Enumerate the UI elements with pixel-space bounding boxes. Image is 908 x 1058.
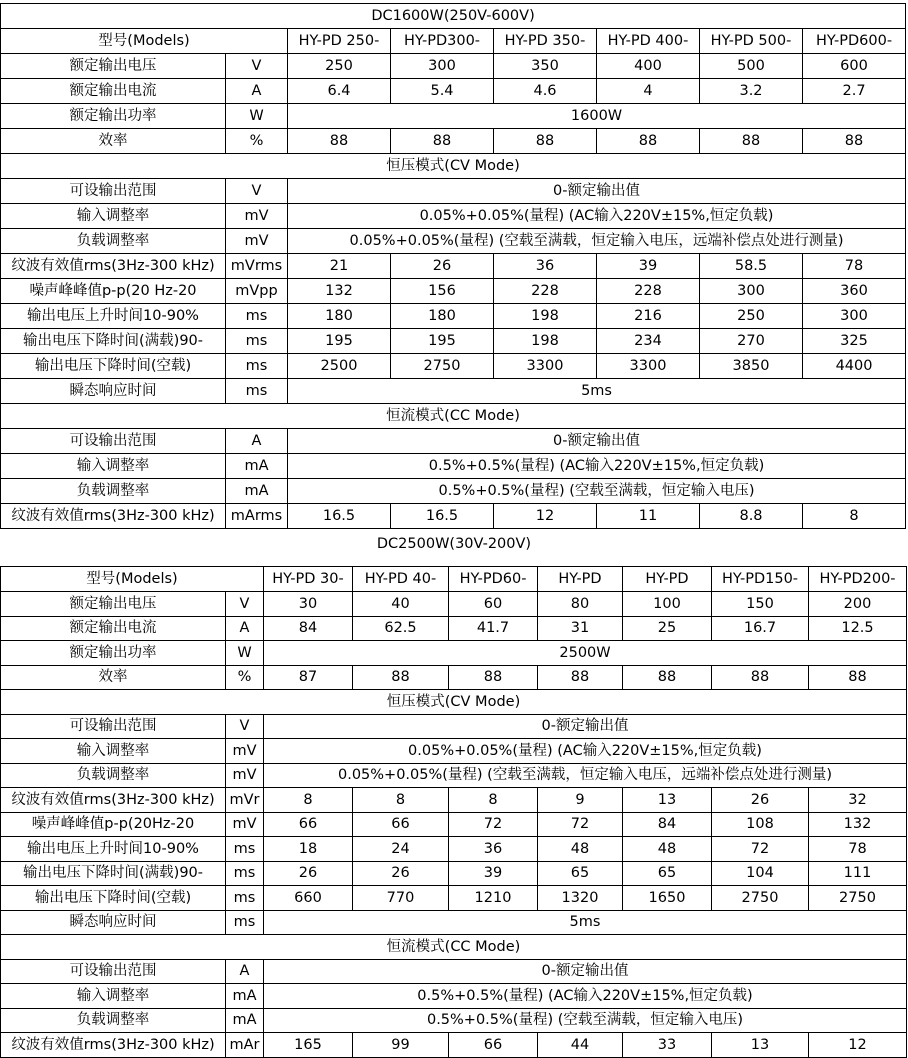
row-unit: V bbox=[226, 592, 264, 617]
table-row bbox=[1, 812, 907, 837]
value-cell: 84 bbox=[623, 812, 712, 837]
row-unit: V bbox=[226, 714, 264, 739]
table-row bbox=[1, 837, 907, 862]
row-unit: mV bbox=[226, 739, 264, 764]
value-cell: 228 bbox=[597, 279, 700, 304]
value-cell: 88 bbox=[353, 665, 449, 690]
value-cell: 25 bbox=[623, 616, 712, 641]
value-cell: 360 bbox=[803, 279, 906, 304]
value-cell: 1320 bbox=[538, 886, 623, 911]
row-unit: A bbox=[226, 429, 288, 454]
model-cell: HY-PD300- bbox=[391, 29, 494, 54]
value-cell: 88 bbox=[449, 665, 538, 690]
value-cell: 8.8 bbox=[700, 504, 803, 529]
value-cell: 1650 bbox=[623, 886, 712, 911]
value-cell: 660 bbox=[264, 886, 353, 911]
row-label: 可设输出范围 bbox=[1, 179, 226, 204]
row-unit: mA bbox=[226, 454, 288, 479]
value-cell: 78 bbox=[809, 837, 907, 862]
row-unit: W bbox=[226, 641, 264, 666]
value-cell: 12.5 bbox=[809, 616, 907, 641]
model-header: 型号(Models) bbox=[1, 567, 264, 592]
value-cell: 30 bbox=[264, 592, 353, 617]
span-value-cell: 0.5%+0.5%(量程) (AC输入220V±15%,恒定负载) bbox=[288, 454, 906, 479]
row-unit: mA bbox=[226, 1008, 264, 1033]
value-cell: 3.2 bbox=[700, 79, 803, 104]
span-value-cell: 0-额定输出值 bbox=[264, 959, 907, 984]
row-label: 输出电压下降时间(空载) bbox=[1, 886, 226, 911]
value-cell: 48 bbox=[623, 837, 712, 862]
row-label: 输出电压下降时间(满载)90- bbox=[1, 861, 226, 886]
value-cell: 300 bbox=[391, 54, 494, 79]
row-label: 可设输出范围 bbox=[1, 429, 226, 454]
span-value-cell: 5ms bbox=[264, 910, 907, 935]
table-row bbox=[1, 79, 906, 104]
value-cell: 84 bbox=[264, 616, 353, 641]
row-label: 输入调整率 bbox=[1, 204, 226, 229]
table-row bbox=[1, 763, 907, 788]
table-row bbox=[1, 504, 906, 529]
row-unit: A bbox=[226, 959, 264, 984]
row-label: 输出电压下降时间(空载) bbox=[1, 354, 226, 379]
value-cell: 33 bbox=[623, 1033, 712, 1058]
row-label: 效率 bbox=[1, 129, 226, 154]
span-value-cell: 0.05%+0.05%(量程) (AC输入220V±15%,恒定负载) bbox=[288, 204, 906, 229]
value-cell: 99 bbox=[353, 1033, 449, 1058]
value-cell: 165 bbox=[264, 1033, 353, 1058]
value-cell: 770 bbox=[353, 886, 449, 911]
table-title: DC1600W(250V-600V) bbox=[1, 4, 906, 29]
value-cell: 87 bbox=[264, 665, 353, 690]
value-cell: 180 bbox=[391, 304, 494, 329]
value-cell: 12 bbox=[809, 1033, 907, 1058]
model-cell: HY-PD bbox=[623, 567, 712, 592]
value-cell: 270 bbox=[700, 329, 803, 354]
row-label: 额定输出电流 bbox=[1, 79, 226, 104]
model-cell: HY-PD 250- bbox=[288, 29, 391, 54]
span-value-cell: 0.5%+0.5%(量程) (空载至满载，恒定输入电压) bbox=[288, 479, 906, 504]
value-cell: 12 bbox=[494, 504, 597, 529]
value-cell: 6.4 bbox=[288, 79, 391, 104]
table-row bbox=[1, 229, 906, 254]
row-unit: V bbox=[226, 54, 288, 79]
table-row bbox=[1, 379, 906, 404]
row-label: 噪声峰峰值p-p(20Hz-20 bbox=[1, 812, 226, 837]
value-cell: 88 bbox=[597, 129, 700, 154]
value-cell: 234 bbox=[597, 329, 700, 354]
cc-mode-header: 恒流模式(CC Mode) bbox=[1, 935, 907, 960]
span-value-cell: 0.05%+0.05%(量程) (空载至满载，恒定输入电压，远端补偿点处进行测量) bbox=[288, 229, 906, 254]
value-cell: 39 bbox=[449, 861, 538, 886]
row-label: 瞬态响应时间 bbox=[1, 910, 226, 935]
value-cell: 198 bbox=[494, 304, 597, 329]
value-cell: 31 bbox=[538, 616, 623, 641]
table-row bbox=[1, 54, 906, 79]
span-value-cell: 2500W bbox=[264, 641, 907, 666]
model-cell: HY-PD60- bbox=[449, 567, 538, 592]
row-label: 负载调整率 bbox=[1, 229, 226, 254]
value-cell: 88 bbox=[391, 129, 494, 154]
model-cell: HY-PD 30- bbox=[264, 567, 353, 592]
table-row bbox=[1, 429, 906, 454]
value-cell: 3300 bbox=[494, 354, 597, 379]
value-cell: 60 bbox=[449, 592, 538, 617]
row-unit: A bbox=[226, 79, 288, 104]
row-label: 纹波有效值rms(3Hz-300 kHz) bbox=[1, 504, 226, 529]
value-cell: 132 bbox=[288, 279, 391, 304]
value-cell: 78 bbox=[803, 254, 906, 279]
cv-mode-header: 恒压模式(CV Mode) bbox=[1, 154, 906, 179]
value-cell: 65 bbox=[538, 861, 623, 886]
table-row bbox=[1, 739, 907, 764]
row-unit: mArms bbox=[226, 504, 288, 529]
table-row bbox=[1, 454, 906, 479]
table-row bbox=[1, 910, 907, 935]
row-label: 额定输出功率 bbox=[1, 104, 226, 129]
row-label: 额定输出功率 bbox=[1, 641, 226, 666]
row-label: 输入调整率 bbox=[1, 984, 226, 1009]
value-cell: 2500 bbox=[288, 354, 391, 379]
value-cell: 500 bbox=[700, 54, 803, 79]
row-unit: ms bbox=[226, 354, 288, 379]
value-cell: 350 bbox=[494, 54, 597, 79]
model-cell: HY-PD 40- bbox=[353, 567, 449, 592]
value-cell: 2750 bbox=[712, 886, 809, 911]
value-cell: 11 bbox=[597, 504, 700, 529]
value-cell: 195 bbox=[391, 329, 494, 354]
value-cell: 26 bbox=[391, 254, 494, 279]
value-cell: 8 bbox=[803, 504, 906, 529]
table-row bbox=[1, 641, 907, 666]
value-cell: 40 bbox=[353, 592, 449, 617]
value-cell: 400 bbox=[597, 54, 700, 79]
value-cell: 156 bbox=[391, 279, 494, 304]
value-cell: 3850 bbox=[700, 354, 803, 379]
value-cell: 216 bbox=[597, 304, 700, 329]
table-title: DC2500W(30V-200V) bbox=[376, 536, 532, 552]
value-cell: 150 bbox=[712, 592, 809, 617]
value-cell: 72 bbox=[449, 812, 538, 837]
value-cell: 62.5 bbox=[353, 616, 449, 641]
value-cell: 195 bbox=[288, 329, 391, 354]
table-row bbox=[1, 592, 907, 617]
row-unit: ms bbox=[226, 886, 264, 911]
value-cell: 180 bbox=[288, 304, 391, 329]
span-value-cell: 0.05%+0.05%(量程) (AC输入220V±15%,恒定负载) bbox=[264, 739, 907, 764]
span-value-cell: 0.05%+0.05%(量程) (空载至满载，恒定输入电压，远端补偿点处进行测量) bbox=[264, 763, 907, 788]
table-row bbox=[1, 354, 906, 379]
row-unit: mVpp bbox=[226, 279, 288, 304]
value-cell: 41.7 bbox=[449, 616, 538, 641]
span-value-cell: 0-额定输出值 bbox=[264, 714, 907, 739]
model-row bbox=[1, 567, 907, 592]
value-cell: 9 bbox=[538, 788, 623, 813]
value-cell: 66 bbox=[353, 812, 449, 837]
row-label: 输出电压下降时间(满载)90- bbox=[1, 329, 226, 354]
value-cell: 72 bbox=[712, 837, 809, 862]
row-label: 纹波有效值rms(3Hz-300 kHz) bbox=[1, 254, 226, 279]
table-row bbox=[1, 616, 907, 641]
value-cell: 8 bbox=[353, 788, 449, 813]
value-cell: 2750 bbox=[391, 354, 494, 379]
value-cell: 32 bbox=[809, 788, 907, 813]
value-cell: 58.5 bbox=[700, 254, 803, 279]
value-cell: 228 bbox=[494, 279, 597, 304]
row-label: 负载调整率 bbox=[1, 763, 226, 788]
row-unit: ms bbox=[226, 910, 264, 935]
value-cell: 16.5 bbox=[288, 504, 391, 529]
row-unit: ms bbox=[226, 837, 264, 862]
value-cell: 13 bbox=[712, 1033, 809, 1058]
value-cell: 1210 bbox=[449, 886, 538, 911]
value-cell: 36 bbox=[494, 254, 597, 279]
row-label: 输出电压上升时间10-90% bbox=[1, 837, 226, 862]
table-row bbox=[1, 788, 907, 813]
span-value-cell: 0-额定输出值 bbox=[288, 429, 906, 454]
row-label: 可设输出范围 bbox=[1, 714, 226, 739]
value-cell: 88 bbox=[623, 665, 712, 690]
table-row bbox=[1, 861, 907, 886]
value-cell: 104 bbox=[712, 861, 809, 886]
row-unit: ms bbox=[226, 379, 288, 404]
value-cell: 2.7 bbox=[803, 79, 906, 104]
spec-table-dc1600w bbox=[0, 3, 906, 529]
span-value-cell: 5ms bbox=[288, 379, 906, 404]
row-unit: ms bbox=[226, 304, 288, 329]
row-label: 负载调整率 bbox=[1, 479, 226, 504]
model-cell: HY-PD 500- bbox=[700, 29, 803, 54]
row-unit: mA bbox=[226, 984, 264, 1009]
model-cell: HY-PD200- bbox=[809, 567, 907, 592]
value-cell: 26 bbox=[353, 861, 449, 886]
value-cell: 88 bbox=[700, 129, 803, 154]
row-unit: V bbox=[226, 179, 288, 204]
value-cell: 111 bbox=[809, 861, 907, 886]
table-row bbox=[1, 304, 906, 329]
value-cell: 132 bbox=[809, 812, 907, 837]
value-cell: 80 bbox=[538, 592, 623, 617]
value-cell: 200 bbox=[809, 592, 907, 617]
table-row bbox=[1, 479, 906, 504]
row-label: 输入调整率 bbox=[1, 454, 226, 479]
value-cell: 2750 bbox=[809, 886, 907, 911]
value-cell: 39 bbox=[597, 254, 700, 279]
value-cell: 13 bbox=[623, 788, 712, 813]
row-unit: mAr bbox=[226, 1033, 264, 1058]
row-label: 效率 bbox=[1, 665, 226, 690]
value-cell: 4 bbox=[597, 79, 700, 104]
row-label: 可设输出范围 bbox=[1, 959, 226, 984]
row-label: 输出电压上升时间10-90% bbox=[1, 304, 226, 329]
value-cell: 300 bbox=[803, 304, 906, 329]
value-cell: 88 bbox=[288, 129, 391, 154]
model-cell: HY-PD 400- bbox=[597, 29, 700, 54]
row-label: 纹波有效值rms(3Hz-300 kHz) bbox=[1, 1033, 226, 1058]
value-cell: 88 bbox=[538, 665, 623, 690]
row-unit: mA bbox=[226, 479, 288, 504]
row-unit: ms bbox=[226, 861, 264, 886]
value-cell: 72 bbox=[538, 812, 623, 837]
span-value-cell: 0.5%+0.5%(量程) (AC输入220V±15%,恒定负载) bbox=[264, 984, 907, 1009]
table-row bbox=[1, 665, 907, 690]
value-cell: 66 bbox=[449, 1033, 538, 1058]
value-cell: 26 bbox=[712, 788, 809, 813]
cv-mode-header: 恒压模式(CV Mode) bbox=[1, 690, 907, 715]
value-cell: 250 bbox=[700, 304, 803, 329]
value-cell: 108 bbox=[712, 812, 809, 837]
row-unit: mV bbox=[226, 229, 288, 254]
value-cell: 88 bbox=[494, 129, 597, 154]
value-cell: 100 bbox=[623, 592, 712, 617]
table-row bbox=[1, 279, 906, 304]
value-cell: 8 bbox=[264, 788, 353, 813]
value-cell: 250 bbox=[288, 54, 391, 79]
value-cell: 24 bbox=[353, 837, 449, 862]
value-cell: 325 bbox=[803, 329, 906, 354]
row-unit: mVr bbox=[226, 788, 264, 813]
value-cell: 4.6 bbox=[494, 79, 597, 104]
row-unit: mVrms bbox=[226, 254, 288, 279]
row-label: 输入调整率 bbox=[1, 739, 226, 764]
table-row bbox=[1, 129, 906, 154]
model-cell: HY-PD150- bbox=[712, 567, 809, 592]
value-cell: 66 bbox=[264, 812, 353, 837]
table-row bbox=[1, 329, 906, 354]
model-cell: HY-PD600- bbox=[803, 29, 906, 54]
table-row bbox=[1, 959, 907, 984]
row-label: 噪声峰峰值p-p(20 Hz-20 bbox=[1, 279, 226, 304]
row-label: 负载调整率 bbox=[1, 1008, 226, 1033]
table-row bbox=[1, 254, 906, 279]
row-unit: A bbox=[226, 616, 264, 641]
row-label: 额定输出电压 bbox=[1, 592, 226, 617]
model-header: 型号(Models) bbox=[1, 29, 288, 54]
cc-mode-header: 恒流模式(CC Mode) bbox=[1, 404, 906, 429]
table-row bbox=[1, 1033, 907, 1058]
value-cell: 88 bbox=[803, 129, 906, 154]
value-cell: 21 bbox=[288, 254, 391, 279]
value-cell: 18 bbox=[264, 837, 353, 862]
value-cell: 88 bbox=[712, 665, 809, 690]
value-cell: 65 bbox=[623, 861, 712, 886]
row-unit: ms bbox=[226, 329, 288, 354]
span-value-cell: 0.5%+0.5%(量程) (空载至满载，恒定输入电压) bbox=[264, 1008, 907, 1033]
value-cell: 600 bbox=[803, 54, 906, 79]
row-unit: mV bbox=[226, 204, 288, 229]
value-cell: 16.5 bbox=[391, 504, 494, 529]
row-unit: % bbox=[226, 129, 288, 154]
row-label: 额定输出电压 bbox=[1, 54, 226, 79]
table-row bbox=[1, 204, 906, 229]
table-row bbox=[1, 179, 906, 204]
row-label: 纹波有效值rms(3Hz-300 kHz) bbox=[1, 788, 226, 813]
model-row bbox=[1, 29, 906, 54]
value-cell: 16.7 bbox=[712, 616, 809, 641]
value-cell: 44 bbox=[538, 1033, 623, 1058]
value-cell: 198 bbox=[494, 329, 597, 354]
table-row bbox=[1, 1008, 907, 1033]
table-row bbox=[1, 886, 907, 911]
spec-table-dc2500w bbox=[0, 566, 907, 1058]
row-unit: % bbox=[226, 665, 264, 690]
table-row bbox=[1, 104, 906, 129]
model-cell: HY-PD 350- bbox=[494, 29, 597, 54]
value-cell: 88 bbox=[809, 665, 907, 690]
value-cell: 5.4 bbox=[391, 79, 494, 104]
row-unit: mV bbox=[226, 812, 264, 837]
table-row bbox=[1, 714, 907, 739]
value-cell: 4400 bbox=[803, 354, 906, 379]
value-cell: 8 bbox=[449, 788, 538, 813]
row-unit: mV bbox=[226, 763, 264, 788]
value-cell: 300 bbox=[700, 279, 803, 304]
value-cell: 36 bbox=[449, 837, 538, 862]
value-cell: 26 bbox=[264, 861, 353, 886]
value-cell: 3300 bbox=[597, 354, 700, 379]
row-label: 额定输出电流 bbox=[1, 616, 226, 641]
value-cell: 48 bbox=[538, 837, 623, 862]
row-unit: W bbox=[226, 104, 288, 129]
span-value-cell: 0-额定输出值 bbox=[288, 179, 906, 204]
model-cell: HY-PD bbox=[538, 567, 623, 592]
row-label: 瞬态响应时间 bbox=[1, 379, 226, 404]
table-row bbox=[1, 984, 907, 1009]
span-value-cell: 1600W bbox=[288, 104, 906, 129]
